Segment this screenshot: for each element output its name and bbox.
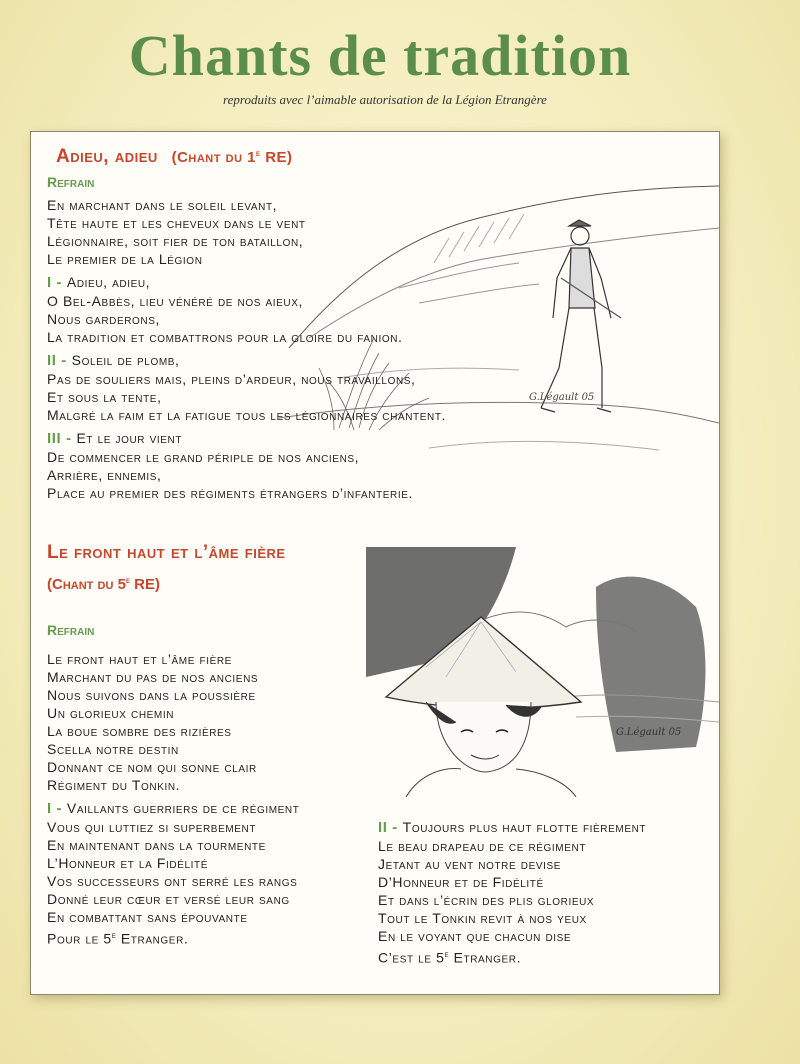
- lyric-line: Scella notre destin: [47, 741, 179, 757]
- lyric-line: Nous garderons,: [47, 311, 161, 327]
- lyric-line: Et sous la tente,: [47, 389, 162, 405]
- page-title: Chants de tradition: [128, 23, 632, 88]
- lyric-line: Légionnaire, soit fier de ton bataillon,: [47, 233, 304, 249]
- song1-title: [56, 146, 293, 168]
- lyric-line: Régiment du Tonkin.: [47, 777, 181, 793]
- song2-title: Le front haut et l’âme fière: [47, 542, 286, 563]
- lyric-line: Jetant au vent notre devise: [378, 856, 562, 872]
- lyric-line: De commencer le grand périple de nos anciens,: [47, 449, 360, 465]
- lyric-line: Et dans l’écrin des plis glorieux: [378, 892, 595, 908]
- lyric-line: La boue sombre des rizières: [47, 723, 232, 739]
- lyric-line: En maintenant dans la tourmente: [47, 837, 266, 853]
- woman-illustration: [366, 547, 719, 797]
- lyric-line: Nous suivons dans la poussière: [47, 687, 256, 703]
- lyric-line: D’Honneur et de Fidélité: [378, 874, 544, 890]
- signature-2: G.Légault 05: [616, 727, 682, 738]
- lyric-line: Le front haut et l’âme fière: [47, 651, 232, 667]
- verse-number: II -: [47, 352, 72, 369]
- lyric-line: Malgré la faim et la fatigue tous les légionnaires chantent.: [47, 407, 447, 423]
- song1-subtitle: (Chant du 1e RE): [171, 148, 293, 166]
- song1-verse-3: [47, 429, 413, 502]
- lyric-line: Donnant ce nom qui sonne clair: [47, 759, 257, 775]
- lyric-line: O Bel-Abbès, lieu vénéré de nos aieux,: [47, 293, 303, 309]
- lyric-line: En marchant dans le soleil levant,: [47, 197, 278, 213]
- lyric-line: Pour le 5e Etranger.: [47, 930, 189, 947]
- lyric-line: Soleil de plomb,: [71, 352, 180, 368]
- signature-1: G.Légault 05: [529, 392, 595, 403]
- lyric-line: Donné leur cœur et versé leur sang: [47, 891, 290, 907]
- verse-number: I -: [47, 800, 67, 817]
- song2-refrain: [47, 650, 258, 794]
- page-subtitle: reproduits avec l’aimable autorisation de la Légion Etrangère: [223, 92, 547, 107]
- song2-verse-1: [47, 799, 299, 948]
- lyric-line: Place au premier des régiments étrangers d’infanterie.: [47, 485, 414, 501]
- song-panel: [30, 131, 720, 995]
- lyric-line: En le voyant que chacun dise: [378, 928, 572, 944]
- lyric-line: Pas de souliers mais, pleins d’ardeur, nous travaillons,: [47, 371, 416, 387]
- lyric-line: Marchant du pas de nos anciens: [47, 669, 259, 685]
- lyric-line: Vous qui luttiez si superbement: [47, 819, 257, 835]
- lyric-line: C’est le 5e Etranger.: [378, 949, 522, 966]
- lyric-line: L’Honneur et la Fidélité: [47, 855, 208, 871]
- lyric-line: La tradition et combattrons pour la gloire du fanion.: [47, 329, 403, 345]
- lyric-line: Arrière, ennemis,: [47, 467, 162, 483]
- song2-verse-2: [378, 818, 646, 967]
- song1-title-text: Adieu, adieu: [56, 146, 158, 167]
- verse-number: I -: [47, 274, 67, 291]
- lyric-line: Adieu, adieu,: [66, 274, 151, 290]
- lyric-line: Le beau drapeau de ce régiment: [378, 838, 587, 854]
- song1-verse-2: [47, 351, 446, 424]
- lyric-line: Toujours plus haut flotte fièrement: [402, 819, 647, 835]
- lyric-line: Vos successeurs ont serré les rangs: [47, 873, 298, 889]
- song2-subtitle: (Chant du 5e RE): [47, 575, 160, 593]
- lyric-line: Tête haute et les cheveux dans le vent: [47, 215, 306, 231]
- verse-number: II -: [378, 819, 403, 836]
- song2-refrain-label: Refrain: [47, 622, 95, 638]
- lyric-line: Et le jour vient: [76, 430, 183, 446]
- lyric-line: Vaillants guerriers de ce régiment: [66, 800, 300, 816]
- verse-number: III -: [47, 430, 77, 447]
- song1-refrain-label: Refrain: [47, 174, 95, 190]
- lyric-line: Un glorieux chemin: [47, 705, 175, 721]
- lyric-line: En combattant sans épouvante: [47, 909, 248, 925]
- lyric-line: Tout le Tonkin revit à nos yeux: [378, 910, 587, 926]
- song1-verse-1: [47, 273, 403, 346]
- song1-refrain: [47, 196, 306, 268]
- lyric-line: Le premier de la Légion: [47, 251, 203, 267]
